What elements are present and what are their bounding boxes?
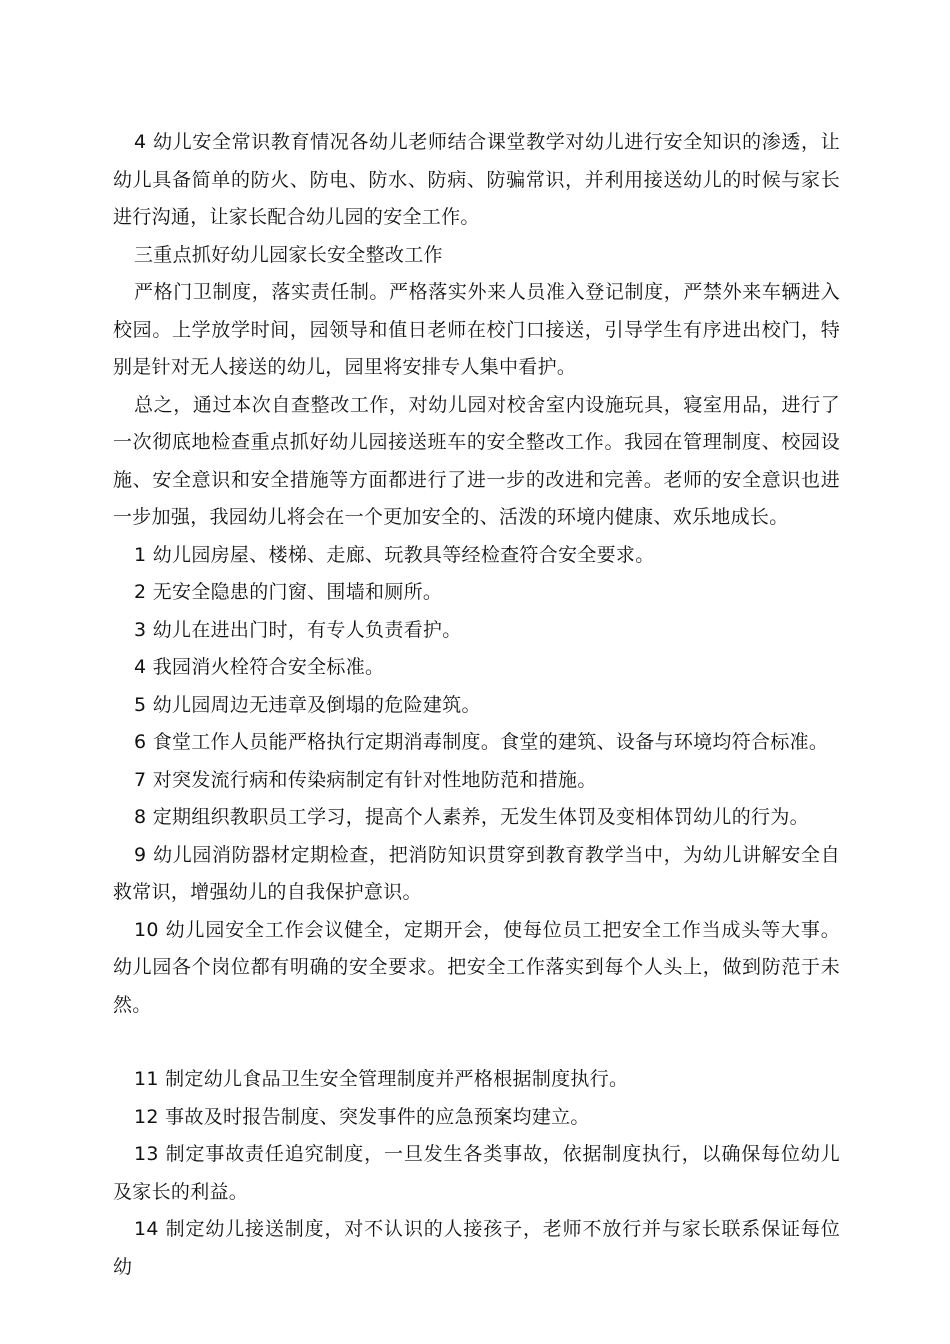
list-item-3: 3 幼儿在进出门时，有专人负责看护。 <box>134 618 462 641</box>
paragraph-safety-education: 4 幼儿安全常识教育情况各幼儿老师结合课堂教学对幼儿进行安全知识的渗透，让幼儿具备简单的防火、防电、防水、防病、防骗常识，并利用接送幼儿的时候与家长进行沟通，让家长配合幼儿园的安全工作。 <box>113 131 840 228</box>
list-item-11: 11 制定幼儿食品卫生安全管理制度并严格根据制度执行。 <box>134 1068 629 1090</box>
list-item-13: 13 制定事故责任追究制度，一旦发生各类事故，依据制度执行，以确保每位幼儿及家长的利益。 <box>113 1143 840 1203</box>
list-item-8: 8 定期组织教职员工学习，提高个人素养，无发生体罚及变相体罚幼儿的行为。 <box>134 806 809 828</box>
section-heading: 三重点抓好幼儿园家长安全整改工作 <box>134 243 443 266</box>
list-item-2: 2 无安全隐患的门窗、围墙和厕所。 <box>134 581 443 603</box>
list-item-14: 14 制定幼儿接送制度，对不认识的人接孩子，老师不放行并与家长联系保证每位幼 <box>113 1218 840 1278</box>
list-item-6: 6 食堂工作人员能严格执行定期消毒制度。食堂的建筑、设备与环境均符合标准。 <box>134 731 829 753</box>
list-item-9: 9 幼儿园消防器材定期检查，把消防知识贯穿到教育教学当中，为幼儿讲解安全自救常识，增强幼儿的自我保护意识。 <box>113 843 840 903</box>
list-item-4: 4 我园消火栓符合安全标准。 <box>134 656 385 678</box>
list-item-1: 1 幼儿园房屋、楼梯、走廊、玩教具等经检查符合安全要求。 <box>134 543 655 566</box>
list-item-5: 5 幼儿园周边无违章及倒塌的危险建筑。 <box>134 693 481 716</box>
paragraph-summary: 总之，通过本次自查整改工作，对幼儿园对校舍室内设施玩具，寝室用品，进行了一次彻底地检查重点抓好幼儿园接送班车的安全整改工作。我园在管理制度、校园设施、安全意识和安全措施等方面都进行了进一步的改进和完善。老师的安全意识也进一步加强，我园幼儿将会在一个更加安全的、活泼的环境内健康、欢乐地成长。 <box>113 393 840 528</box>
list-item-7: 7 对突发流行病和传染病制定有针对性地防范和措施。 <box>134 768 597 791</box>
document-body <box>113 124 840 1286</box>
list-item-10: 10 幼儿园安全工作会议健全，定期开会，使每位员工把安全工作当成头等大事。幼儿园各个岗位都有明确的安全要求。把安全工作落实到每个人头上，做到防范于未然。 <box>113 918 840 1016</box>
list-item-12: 12 事故及时报告制度、突发事件的应急预案均建立。 <box>134 1105 590 1128</box>
paragraph-gate-system: 严格门卫制度，落实责任制。严格落实外来人员准入登记制度，严禁外来车辆进入校园。上学放学时间，园领导和值日老师在校门口接送，引导学生有序进出校门，特别是针对无人接送的幼儿，园里将安排专人集中看护。 <box>113 281 840 378</box>
